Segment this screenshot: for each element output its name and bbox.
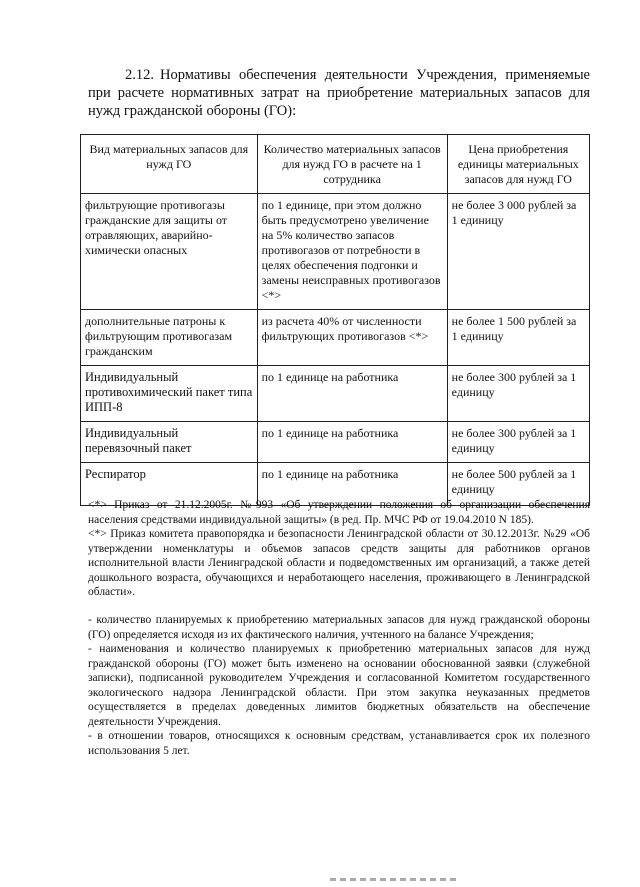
table-row — [81, 422, 590, 463]
table-row — [81, 194, 590, 310]
cell-type: Индивидуальный противохимический пакет типа ИПП-8 — [81, 366, 258, 422]
cell-type: Индивидуальный перевязочный пакет — [81, 422, 258, 463]
header-price: Цена приобретения единицы материальных запасов для нужд ГО — [447, 135, 589, 194]
cell-quantity: по 1 единице, при этом должно быть предусмотрено увеличение на 5% количество запасов противогазов от потребности в целях обеспечения подгонки и замены неисправных противогазов <*> — [257, 194, 447, 310]
scan-artifact — [330, 878, 460, 881]
list-item: - в отношении товаров, относящихся к основным средствам, устанавливается срок их полезного использования 5 лет. — [88, 730, 590, 757]
table-row — [81, 366, 590, 422]
footnotes — [88, 498, 590, 600]
header-type: Вид материальных запасов для нужд ГО — [81, 135, 258, 194]
section-heading — [88, 66, 590, 120]
section-number: 2.12. — [125, 67, 154, 83]
cell-quantity: по 1 единице на работника — [257, 463, 447, 506]
cell-type: Респиратор — [81, 463, 258, 506]
cell-price: не более 300 рублей за 1 единицу — [447, 422, 589, 463]
table-header-row — [81, 135, 590, 194]
cell-price: не более 500 рублей за 1 единицу — [447, 463, 589, 506]
cell-type: дополнительные патроны к фильтрующим противогазам гражданским — [81, 310, 258, 366]
cell-price: не более 1 500 рублей за 1 единицу — [447, 310, 589, 366]
cell-quantity: по 1 единице на работника — [257, 366, 447, 422]
cell-price: не более 300 рублей за 1 единицу — [447, 366, 589, 422]
norms-table — [80, 134, 590, 506]
cell-price: не более 3 000 рублей за 1 единицу — [447, 194, 589, 310]
header-quantity: Количество материальных запасов для нужд ГО в расчете на 1 сотрудника — [257, 135, 447, 194]
cell-quantity: по 1 единице на работника — [257, 422, 447, 463]
section-title: Нормативы обеспечения деятельности Учреждения, применяемые при расчете нормативных затрат на приобретение материальных запасов для нужд гражданской обороны (ГО): — [88, 67, 590, 119]
notes-list — [88, 613, 590, 758]
table-row — [81, 310, 590, 366]
cell-type: фильтрующие противогазы гражданские для защиты от отравляющих, аварийно-химически опасных — [81, 194, 258, 310]
footnote: <*> Приказ от 21.12.2005г. №993 «Об утверждении положения об организации обеспечения населения средствами индивидуальной защиты» (в ред. Пр. МЧС РФ от 19.04.2010 N 185). — [88, 499, 590, 526]
footnote: <*> Приказ комитета правопорядка и безопасности Ленинградской области от 30.12.2013г. №29 «Об утверждении номенклатуры и объемов запасов средств защиты для работников органов исполнительной власти Ленинградской области и подведомственных им организаций, а также детей дошкольного возраста, обучающихся и неработающего населения, проживающего в Ленинградской области». — [88, 528, 590, 598]
list-item: - количество планируемых к приобретению материальных запасов для нужд гражданской обороны (ГО) определяется исходя из их фактического наличия, учтенного на балансе Учреждения; — [88, 614, 590, 641]
cell-quantity: из расчета 40% от численности фильтрующих противогазов <*> — [257, 310, 447, 366]
list-item: - наименования и количество планируемых к приобретению материальных запасов для нужд гражданской обороны (ГО) может быть изменено на основании обоснованной заявки (служебной записки), подписанной руководителем Учреждения и согласованной Комитетом государственного экологического надзора Ленинградской области. При этом закупка неуказанных предметов осуществляется в пределах доведенных лимитов бюджетных обязательств на обеспечение деятельности Учреждения. — [88, 643, 590, 728]
